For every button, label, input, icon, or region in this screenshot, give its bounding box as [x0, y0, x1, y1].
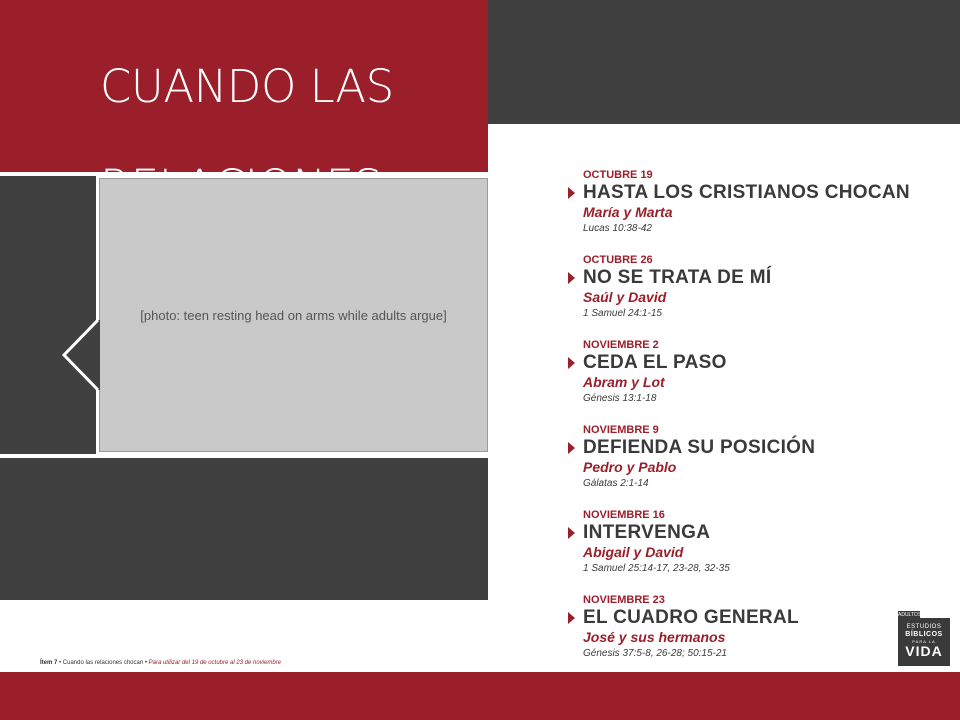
footer-item-number: Ítem 7 [40, 660, 58, 666]
session-people: Pedro y Pablo [583, 459, 677, 475]
session-reference: Génesis 37:5-8, 26-28; 50:15-21 [583, 648, 727, 659]
lower-gray-block [0, 458, 488, 600]
session-title: EL CUADRO GENERAL [583, 607, 799, 628]
session-title: HASTA LOS CRISTIANOS CHOCAN [583, 182, 910, 203]
footer-title: • Cuando las relaciones chocan • [57, 660, 149, 666]
session-reference: Lucas 10:38-42 [583, 223, 652, 234]
session-date: NOVIEMBRE 23 [583, 594, 665, 606]
session-date: OCTUBRE 19 [583, 169, 653, 181]
session-4 [568, 424, 928, 492]
caret-right-icon [568, 187, 575, 199]
session-6 [568, 594, 928, 662]
title-line-1: CUANDO LAS [100, 60, 394, 113]
footer-caption [40, 660, 281, 666]
logo-line-2: BÍBLICOS [905, 631, 943, 638]
session-people: María y Marta [583, 204, 673, 220]
session-reference: 1 Samuel 24:1-15 [583, 308, 662, 319]
session-title: CEDA EL PASO [583, 352, 727, 373]
session-5 [568, 509, 928, 577]
session-date: OCTUBRE 26 [583, 254, 653, 266]
notch-shape [60, 320, 100, 390]
footer-usage: Para utilizar del 19 de octubre al 23 de noviembre [148, 660, 282, 666]
bottom-band [0, 672, 960, 720]
session-date: NOVIEMBRE 16 [583, 509, 665, 521]
session-3 [568, 339, 928, 407]
logo-line-4: VIDA [905, 643, 943, 659]
session-title: INTERVENGA [583, 522, 711, 543]
caret-right-icon [568, 357, 575, 369]
session-people: Saúl y David [583, 289, 667, 305]
logo-line-3: PARA LA [912, 639, 936, 644]
caret-right-icon [568, 442, 575, 454]
session-date: NOVIEMBRE 2 [583, 339, 659, 351]
session-title: NO SE TRATA DE MÍ [583, 267, 772, 288]
publisher-logo [898, 618, 950, 666]
cover-photo [99, 178, 488, 452]
session-people: Abram y Lot [583, 374, 665, 390]
top-right-band [488, 0, 960, 124]
left-accent-block [0, 176, 96, 454]
logo-tab: ADULTOS [898, 612, 922, 618]
session-reference: Génesis 13:1-18 [583, 393, 657, 404]
session-people: José y sus hermanos [583, 629, 726, 645]
session-people: Abigail y David [583, 544, 684, 560]
caret-right-icon [568, 612, 575, 624]
caret-right-icon [568, 527, 575, 539]
photo-label: [photo: teen resting head on arms while adults argue] [140, 307, 447, 323]
session-date: NOVIEMBRE 9 [583, 424, 659, 436]
session-2 [568, 254, 928, 322]
session-1 [568, 169, 928, 237]
session-reference: 1 Samuel 25:14-17, 23-28, 32-35 [583, 563, 730, 574]
caret-right-icon [568, 272, 575, 284]
logo-line-1: ESTUDIOS [906, 624, 942, 630]
session-reference: Gálatas 2:1-14 [583, 478, 649, 489]
session-title: DEFIENDA SU POSICIÓN [583, 437, 816, 458]
